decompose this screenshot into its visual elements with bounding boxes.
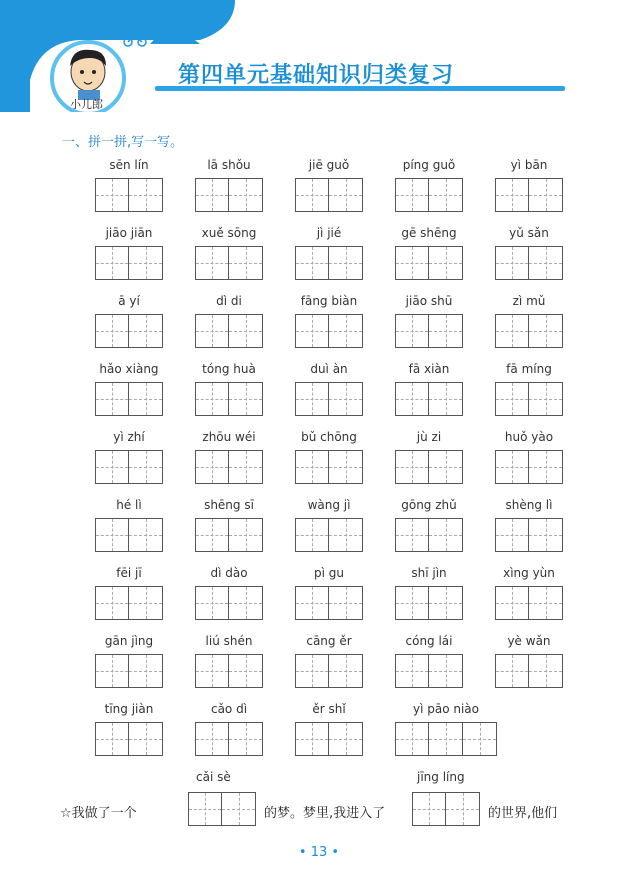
writing-cell[interactable] — [95, 586, 129, 620]
writing-cell[interactable] — [395, 178, 429, 212]
writing-cell[interactable] — [229, 246, 263, 280]
writing-cell[interactable] — [495, 518, 529, 552]
writing-cell[interactable] — [295, 654, 329, 688]
pinyin-label: zhōu wéi — [202, 430, 256, 444]
writing-cell[interactable] — [129, 450, 163, 484]
sentence-pinyin-2: jīng líng — [417, 770, 465, 784]
sentence-box-1[interactable] — [188, 792, 256, 826]
writing-cell[interactable] — [229, 314, 263, 348]
pinyin-label: zì mǔ — [512, 294, 546, 308]
writing-box[interactable] — [195, 382, 263, 416]
writing-cell[interactable] — [529, 178, 563, 212]
writing-cell[interactable] — [95, 518, 129, 552]
writing-cell[interactable] — [295, 586, 329, 620]
writing-cell[interactable] — [429, 246, 463, 280]
writing-cell[interactable] — [195, 178, 229, 212]
writing-box[interactable] — [495, 518, 563, 552]
writing-box[interactable] — [95, 178, 163, 212]
writing-cell[interactable] — [129, 382, 163, 416]
writing-box[interactable] — [295, 246, 363, 280]
writing-cell[interactable] — [129, 654, 163, 688]
exercise-item — [495, 566, 563, 622]
pinyin-label: fāng biàn — [300, 294, 358, 308]
writing-cell[interactable] — [229, 382, 263, 416]
pinyin-label: jì jié — [316, 226, 342, 240]
writing-cell[interactable] — [129, 314, 163, 348]
writing-box[interactable] — [495, 586, 563, 620]
exercise-item — [95, 362, 163, 418]
pinyin-label: cāng ěr — [306, 634, 352, 648]
pinyin-label: hé lì — [116, 498, 142, 512]
exercise-item — [195, 702, 263, 758]
page-number: • 13 • — [298, 845, 340, 860]
writing-box[interactable] — [295, 450, 363, 484]
writing-box[interactable] — [495, 178, 563, 212]
pinyin-label: wàng jì — [307, 498, 351, 512]
writing-cell[interactable] — [429, 382, 463, 416]
writing-cell[interactable] — [329, 314, 363, 348]
writing-cell[interactable] — [529, 586, 563, 620]
writing-cell[interactable] — [129, 586, 163, 620]
writing-cell[interactable] — [129, 518, 163, 552]
writing-cell[interactable] — [229, 586, 263, 620]
writing-cell[interactable] — [395, 450, 429, 484]
writing-cell[interactable] — [329, 518, 363, 552]
writing-cell[interactable] — [195, 246, 229, 280]
writing-cell[interactable] — [95, 722, 129, 756]
pinyin-label: xìng yùn — [503, 566, 555, 580]
writing-cell[interactable] — [429, 314, 463, 348]
writing-box[interactable] — [395, 586, 463, 620]
exercise-item — [295, 362, 363, 418]
writing-cell[interactable] — [495, 586, 529, 620]
exercise-item — [395, 362, 463, 418]
writing-cell[interactable] — [329, 722, 363, 756]
writing-cell[interactable] — [463, 722, 497, 756]
writing-box[interactable] — [495, 382, 563, 416]
exercise-item — [495, 634, 563, 690]
writing-cell[interactable] — [529, 450, 563, 484]
exercise-item — [495, 158, 563, 214]
writing-cell[interactable] — [95, 450, 129, 484]
writing-box[interactable] — [95, 654, 163, 688]
exercise-item — [495, 294, 563, 350]
pinyin-label: shī jìn — [411, 566, 447, 580]
writing-box[interactable] — [195, 654, 263, 688]
sentence-part-1: ☆我做了一个 — [60, 806, 137, 821]
exercise-item — [395, 634, 463, 690]
writing-cell[interactable] — [95, 382, 129, 416]
writing-box[interactable] — [395, 450, 463, 484]
writing-cell[interactable] — [395, 314, 429, 348]
writing-box[interactable] — [295, 314, 363, 348]
exercise-item — [295, 634, 363, 690]
writing-cell[interactable] — [129, 722, 163, 756]
page-header — [0, 0, 638, 112]
writing-cell[interactable] — [429, 722, 463, 756]
writing-box[interactable] — [95, 382, 163, 416]
writing-cell[interactable] — [329, 654, 363, 688]
exercise-item — [195, 226, 263, 282]
writing-box[interactable] — [195, 314, 263, 348]
pinyin-label: liú shén — [205, 634, 253, 648]
writing-cell[interactable] — [195, 382, 229, 416]
pinyin-label: dì dào — [210, 566, 248, 580]
writing-box[interactable] — [195, 518, 263, 552]
writing-cell[interactable] — [195, 654, 229, 688]
writing-box[interactable] — [195, 450, 263, 484]
exercise-item — [95, 634, 163, 690]
sentence-box-2[interactable] — [412, 792, 480, 826]
writing-cell[interactable] — [529, 518, 563, 552]
pinyin-label: xuě sōng — [201, 226, 257, 240]
sentence-exercise — [60, 770, 620, 832]
writing-box[interactable] — [295, 178, 363, 212]
writing-cell[interactable] — [95, 314, 129, 348]
pinyin-label: sēn lín — [109, 158, 149, 172]
writing-cell[interactable] — [495, 314, 529, 348]
writing-cell[interactable] — [429, 586, 463, 620]
exercise-item — [395, 430, 463, 486]
writing-cell[interactable] — [495, 450, 529, 484]
writing-cell[interactable] — [395, 654, 429, 688]
writing-cell[interactable] — [395, 586, 429, 620]
writing-cell[interactable] — [529, 382, 563, 416]
writing-cell[interactable] — [195, 722, 229, 756]
pinyin-label: yǔ sǎn — [509, 226, 549, 240]
pinyin-label: jiāo jiān — [105, 226, 153, 240]
pinyin-label: fēi jī — [116, 566, 142, 580]
pinyin-label: cóng lái — [405, 634, 453, 648]
writing-box[interactable] — [95, 246, 163, 280]
pinyin-label: pì gu — [314, 566, 344, 580]
writing-cell[interactable] — [229, 518, 263, 552]
writing-cell[interactable] — [429, 450, 463, 484]
writing-box[interactable] — [395, 518, 463, 552]
writing-cell[interactable] — [295, 246, 329, 280]
writing-cell[interactable] — [429, 178, 463, 212]
writing-cell[interactable] — [195, 518, 229, 552]
exercise-item — [395, 226, 463, 282]
writing-cell[interactable] — [229, 450, 263, 484]
writing-box[interactable] — [495, 654, 563, 688]
writing-box[interactable] — [95, 450, 163, 484]
exercise-item — [95, 566, 163, 622]
exercise-item — [95, 226, 163, 282]
pinyin-label: píng guǒ — [402, 158, 456, 172]
pinyin-label: ěr shǐ — [312, 702, 346, 716]
writing-box[interactable] — [95, 314, 163, 348]
writing-box[interactable] — [395, 654, 463, 688]
writing-box[interactable] — [395, 314, 463, 348]
exercise-item — [295, 430, 363, 486]
pinyin-label: jù zi — [416, 430, 442, 444]
writing-box[interactable] — [395, 382, 463, 416]
writing-cell[interactable] — [95, 178, 129, 212]
exercise-item — [395, 702, 497, 758]
writing-cell[interactable] — [95, 246, 129, 280]
exercise-item — [95, 294, 163, 350]
pinyin-label: gōng zhǔ — [401, 498, 457, 512]
writing-box[interactable] — [495, 450, 563, 484]
pinyin-label: lā shǒu — [207, 158, 251, 172]
writing-cell[interactable] — [329, 246, 363, 280]
writing-cell[interactable] — [529, 246, 563, 280]
writing-box[interactable] — [195, 178, 263, 212]
pinyin-label: yì zhí — [113, 430, 145, 444]
sentence-pinyin-1: cǎi sè — [196, 770, 231, 784]
exercise-item — [395, 566, 463, 622]
pinyin-label: yì pāo niào — [412, 702, 479, 716]
writing-cell[interactable] — [429, 654, 463, 688]
exercise-item — [195, 294, 263, 350]
writing-cell[interactable] — [495, 178, 529, 212]
exercise-item — [195, 498, 263, 554]
pinyin-label: hǎo xiàng — [99, 362, 159, 376]
exercise-item — [295, 294, 363, 350]
mascot-label: 小儿郎 — [70, 98, 103, 111]
writing-box[interactable] — [95, 586, 163, 620]
page-title: 第四单元基础知识归类复习 — [178, 63, 455, 88]
writing-cell[interactable] — [495, 246, 529, 280]
writing-box[interactable] — [495, 246, 563, 280]
exercise-item — [95, 498, 163, 554]
exercise-item — [495, 362, 563, 418]
writing-box[interactable] — [195, 722, 263, 756]
writing-cell[interactable] — [229, 178, 263, 212]
pinyin-label: tóng huà — [202, 362, 256, 376]
pinyin-label: jiāo shū — [405, 294, 453, 308]
writing-box[interactable] — [295, 722, 363, 756]
writing-cell[interactable] — [395, 518, 429, 552]
exercise-item — [95, 702, 163, 758]
pinyin-label: fā xiàn — [408, 362, 450, 376]
exercise-item — [95, 430, 163, 486]
pinyin-label: gē shēng — [401, 226, 457, 240]
writing-cell[interactable] — [395, 246, 429, 280]
exercise-item — [295, 158, 363, 214]
writing-box[interactable] — [195, 586, 263, 620]
pinyin-label: yì bān — [510, 158, 548, 172]
writing-cell[interactable] — [229, 722, 263, 756]
writing-cell[interactable] — [95, 654, 129, 688]
writing-box[interactable] — [95, 518, 163, 552]
writing-cell[interactable] — [529, 654, 563, 688]
writing-box[interactable] — [495, 314, 563, 348]
writing-cell[interactable] — [529, 314, 563, 348]
writing-cell[interactable] — [295, 178, 329, 212]
pinyin-label: jiē guǒ — [308, 158, 350, 172]
writing-cell[interactable] — [195, 586, 229, 620]
pinyin-label: dì di — [216, 294, 242, 308]
exercise-item — [495, 226, 563, 282]
exercise-item — [95, 158, 163, 214]
writing-cell[interactable] — [295, 722, 329, 756]
exercise-item — [395, 498, 463, 554]
writing-cell[interactable] — [229, 654, 263, 688]
writing-box[interactable] — [395, 178, 463, 212]
pinyin-label: ā yí — [118, 294, 140, 308]
pinyin-label: shèng lì — [505, 498, 553, 512]
writing-box[interactable] — [395, 722, 497, 756]
writing-cell[interactable] — [129, 178, 163, 212]
pinyin-label: duì àn — [310, 362, 348, 376]
writing-cell[interactable] — [495, 382, 529, 416]
section-heading: 一、拼一拼,写一写。 — [62, 135, 184, 150]
writing-cell[interactable] — [129, 246, 163, 280]
pinyin-label: fā míng — [506, 362, 552, 376]
exercise-item — [495, 498, 563, 554]
pinyin-label: gān jìng — [104, 634, 154, 648]
pinyin-label: shēng sī — [204, 498, 254, 512]
exercise-item — [495, 430, 563, 486]
writing-cell[interactable] — [395, 382, 429, 416]
pinyin-label: yè wǎn — [507, 634, 551, 648]
sentence-part-3: 的世界,他们 — [488, 806, 558, 821]
exercise-item — [295, 566, 363, 622]
pinyin-label: huǒ yào — [504, 430, 554, 444]
writing-cell[interactable] — [329, 382, 363, 416]
sentence-part-2: 的梦。梦里,我进入了 — [264, 806, 386, 821]
writing-box[interactable] — [295, 586, 363, 620]
exercise-item — [195, 634, 263, 690]
pinyin-label: cǎo dì — [210, 702, 248, 716]
writing-cell[interactable] — [329, 586, 363, 620]
writing-cell[interactable] — [429, 518, 463, 552]
writing-cell[interactable] — [295, 450, 329, 484]
pinyin-label: bǔ chōng — [301, 430, 357, 444]
exercise-item — [295, 702, 363, 758]
exercise-item — [395, 158, 463, 214]
writing-cell[interactable] — [295, 518, 329, 552]
writing-box[interactable] — [295, 382, 363, 416]
writing-cell[interactable] — [195, 450, 229, 484]
writing-cell[interactable] — [329, 450, 363, 484]
writing-cell[interactable] — [495, 654, 529, 688]
writing-box[interactable] — [395, 246, 463, 280]
exercise-item — [395, 294, 463, 350]
writing-cell[interactable] — [295, 314, 329, 348]
exercise-item — [195, 362, 263, 418]
writing-box[interactable] — [295, 518, 363, 552]
writing-cell[interactable] — [329, 178, 363, 212]
writing-cell[interactable] — [295, 382, 329, 416]
writing-cell[interactable] — [195, 314, 229, 348]
exercise-item — [195, 158, 263, 214]
writing-box[interactable] — [195, 246, 263, 280]
exercise-item — [195, 430, 263, 486]
writing-cell[interactable] — [395, 722, 429, 756]
writing-box[interactable] — [295, 654, 363, 688]
exercise-item — [195, 566, 263, 622]
writing-box[interactable] — [95, 722, 163, 756]
pinyin-label: tīng jiàn — [104, 702, 154, 716]
exercise-item — [295, 498, 363, 554]
svg-text:✦: ✦ — [173, 16, 182, 27]
exercise-item — [295, 226, 363, 282]
